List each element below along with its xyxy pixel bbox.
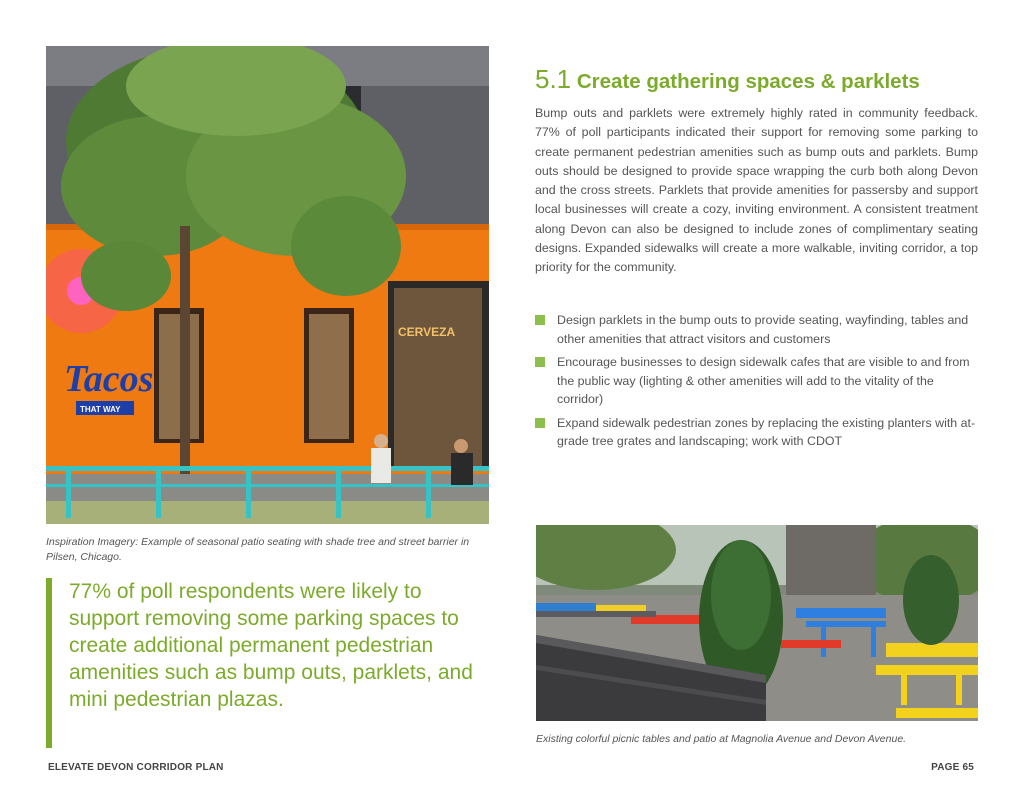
section-title: Create gathering spaces & parklets bbox=[576, 70, 920, 93]
bullet-square-icon bbox=[535, 357, 545, 367]
list-item: Encourage businesses to design sidewalk cafes that are visible to and from the public way (lighting & other amenities will add to the vitality of the corridor) bbox=[535, 353, 980, 409]
list-item: Expand sidewalk pedestrian zones by replacing the existing planters with at-grade tree grates and landscaping; work with CDOT bbox=[535, 414, 980, 451]
pull-quote bbox=[46, 578, 476, 748]
page-number: PAGE 65 bbox=[931, 762, 974, 773]
pull-quote-text: 77% of poll respondents were likely to support removing some parking spaces to create additional permanent pedestrian amenities such as bump outs, parklets, and mini pedestrian plazas. bbox=[69, 580, 473, 711]
mural-subtext: THAT WAY bbox=[80, 405, 121, 414]
bullet-square-icon bbox=[535, 315, 545, 325]
left-photo-caption: Inspiration Imagery: Example of seasonal patio seating with shade tree and street barrier in Pilsen, Chicago. bbox=[46, 536, 470, 563]
footer-title: ELEVATE DEVON CORRIDOR PLAN bbox=[48, 762, 224, 773]
patio-photo bbox=[46, 46, 489, 524]
section-body: Bump outs and parklets were extremely highly rated in community feedback. 77% of poll participants indicated their support for removing some parking to create permanent pedestrian amenities such as bump outs and parklets. Bump outs should be designed to provide space wrapping the curb both along Devon and the cross streets. Parklets that provide amenities for passersby and support local businesses will create a cozy, inviting environment. A consistent treatment along Devon can also be designed to include zones of complimentary seating designs. Expanded sidewalks will create a more walkable, inviting corridor, a top priority for the community. bbox=[535, 106, 978, 275]
recommendation-list bbox=[535, 311, 980, 456]
list-item: Design parklets in the bump outs to provide seating, wayfinding, tables and other amenities that attract visitors and customers bbox=[535, 311, 980, 348]
section-number: 5.1 bbox=[535, 64, 572, 94]
window-sign: CERVEZA bbox=[398, 325, 456, 339]
right-photo-caption: Existing colorful picnic tables and patio at Magnolia Avenue and Devon Avenue. bbox=[536, 733, 907, 745]
section-heading bbox=[535, 64, 980, 97]
bullet-square-icon bbox=[535, 418, 545, 428]
mural-text: Tacos bbox=[64, 358, 154, 400]
picnic-tables-photo bbox=[536, 525, 978, 721]
